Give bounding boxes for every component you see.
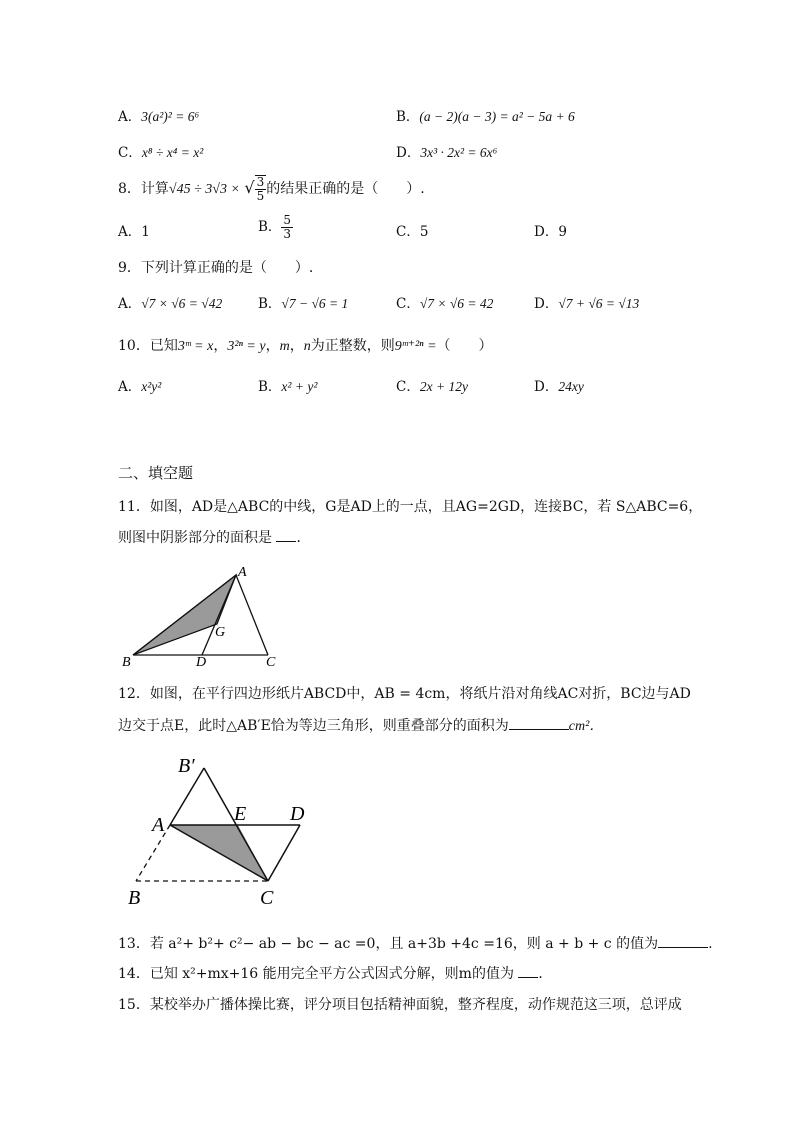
option-letter: A． — [118, 109, 142, 125]
question-number: 8． — [118, 181, 141, 197]
q10-separator: ， — [265, 338, 280, 354]
option-expression: 2x + 12y — [419, 379, 468, 394]
q8-option-b — [258, 214, 293, 241]
option-letter: A． — [118, 296, 142, 312]
label-b: B — [128, 887, 141, 909]
option-letter: D． — [534, 379, 559, 395]
option-letter: C． — [118, 145, 142, 161]
q8-fraction — [255, 175, 267, 203]
label-c: C — [266, 655, 276, 670]
label-a: A — [238, 565, 247, 580]
q9-option-b — [258, 294, 348, 314]
answer-blank[interactable] — [518, 977, 538, 978]
option-expression: 3x³ · 2x² = 6x⁶ — [420, 145, 498, 160]
sqrt-icon: √ — [244, 178, 255, 197]
q14-stem — [118, 964, 552, 984]
option-expression: x²y² — [141, 379, 162, 394]
q8-prefix: 计算 — [140, 181, 169, 197]
q11-line-1: 11．如图，AD是△ABC的中线，G是AD上的一点，且AG=2GD，连接BC，若 S△ABC=6， — [118, 499, 703, 515]
q7-option-a — [118, 107, 199, 127]
option-letter: A． — [118, 379, 142, 395]
side-ac — [236, 575, 268, 655]
answer-blank[interactable] — [509, 729, 569, 730]
option-letter: C． — [396, 379, 420, 395]
q12-unit: cm²． — [568, 719, 604, 734]
q12-figure — [118, 748, 318, 913]
q9-option-c — [396, 294, 493, 314]
answer-blank[interactable] — [658, 947, 708, 948]
q12-line-2 — [118, 716, 603, 737]
option-expression: 24xy — [558, 379, 584, 394]
option-letter: D． — [396, 145, 421, 161]
option-expression: √7 + √6 = √13 — [558, 296, 640, 311]
q10-var-n: n — [303, 339, 311, 354]
side-dc — [268, 825, 300, 881]
q13-stem — [118, 934, 713, 954]
q10-separator: ， — [289, 338, 304, 354]
q10-stem — [118, 336, 493, 357]
q8-stem — [118, 175, 425, 203]
label-b: B — [122, 655, 131, 670]
label-d: D — [196, 655, 207, 670]
option-letter: C． — [396, 296, 420, 312]
q11-line-2 — [118, 528, 310, 548]
label-g: G — [215, 625, 226, 640]
option-expression: √7 × √6 = 42 — [419, 296, 494, 311]
q14-text: 14．已知 x²+mx+16 能用完全平方公式因式分解，则m的值为 — [118, 966, 514, 982]
q13-text: 13．若 a²+ b²+ c²− ab − bc − ac =0，且 a+3b +4c =16，则 a + b + c 的值为 — [118, 936, 659, 952]
q11-line-2-end: ． — [296, 530, 311, 546]
q10-text-a: 10．已知 — [118, 338, 178, 354]
q10-expr-2: 3²ⁿ = y — [227, 339, 266, 354]
q10-expr-3: 9ᵐ⁺²ⁿ = — [394, 339, 437, 354]
fraction-numerator: 3 — [256, 175, 265, 189]
q9-option-d — [534, 294, 639, 314]
option-letter: D． — [534, 296, 559, 312]
option-value: 5 — [419, 224, 429, 240]
q10-option-c — [396, 377, 468, 397]
q8-option-a — [118, 222, 150, 242]
option-expression: √7 × √6 = √42 — [141, 296, 223, 311]
answer-blank[interactable] — [276, 541, 296, 542]
fraction-denominator: 5 — [256, 189, 265, 203]
q14-end: ． — [538, 966, 553, 982]
label-e: E — [234, 803, 247, 825]
option-expression: (a − 2)(a − 3) = a² − 5a + 6 — [419, 109, 575, 124]
label-a: A — [152, 814, 165, 836]
option-letter: B． — [258, 296, 282, 312]
option-value: 9 — [558, 224, 567, 240]
option-letter: C． — [396, 224, 420, 240]
q10-option-d — [534, 377, 584, 397]
q10-text-b: 为正整数，则 — [310, 338, 395, 354]
q7-option-c — [118, 143, 203, 163]
q13-end: . — [708, 936, 713, 952]
option-letter: A． — [118, 224, 142, 240]
q7-option-d — [396, 143, 497, 163]
q10-option-b — [258, 377, 317, 397]
q9-option-a — [118, 294, 222, 314]
option-letter: D． — [534, 224, 559, 240]
fraction-denominator: 3 — [283, 227, 292, 241]
section-title: 二、填空题 — [118, 464, 194, 482]
q11-figure — [118, 560, 288, 672]
q11-line-2-text: 则图中阴影部分的面积是 — [118, 530, 272, 546]
option-letter: B． — [396, 109, 420, 125]
option-letter: B． — [258, 379, 282, 395]
option-expression: x⁸ ÷ x⁴ = x² — [141, 145, 204, 160]
option-value: 1 — [141, 224, 150, 240]
q10-separator: ， — [213, 338, 228, 354]
q10-expr-1: 3ᵐ = x — [177, 339, 214, 354]
fraction-numerator: 5 — [283, 213, 292, 227]
option-expression: x² + y² — [281, 379, 318, 394]
q8-option-c — [396, 222, 428, 242]
q12-line-1: 12．如图，在平行四边形纸片ABCD中，AB = 4cm，将纸片沿对角线AC对折，BC边与AD — [118, 686, 691, 702]
q8-suffix: 的结果正确的是（ ）. — [266, 181, 425, 197]
q8-option-d — [534, 222, 567, 242]
q15-stem: 15．某校举办广播体操比赛，评分项目包括精神面貌，整齐程度，动作规范这三项，总评成 — [118, 997, 682, 1013]
q10-option-a — [118, 377, 161, 397]
q9-stem: 9．下列计算正确的是（ ）. — [118, 260, 314, 276]
option-expression: 3(a²)² = 6⁶ — [141, 109, 200, 124]
q7-option-b — [396, 107, 575, 127]
q10-text-c: （ ） — [436, 338, 493, 354]
label-c: C — [260, 887, 274, 909]
q12-line-2-text: 边交于点E，此时△AB′E恰为等边三角形，则重叠部分的面积为 — [118, 718, 509, 734]
q10-var-m: m — [279, 339, 290, 354]
option-fraction — [281, 214, 293, 241]
label-b-prime: B′ — [178, 755, 195, 777]
q8-expression: √45 ÷ 3√3 × — [168, 182, 240, 197]
option-expression: √7 − √6 = 1 — [281, 296, 349, 311]
option-letter: B． — [258, 219, 282, 235]
label-d: D — [290, 803, 305, 825]
